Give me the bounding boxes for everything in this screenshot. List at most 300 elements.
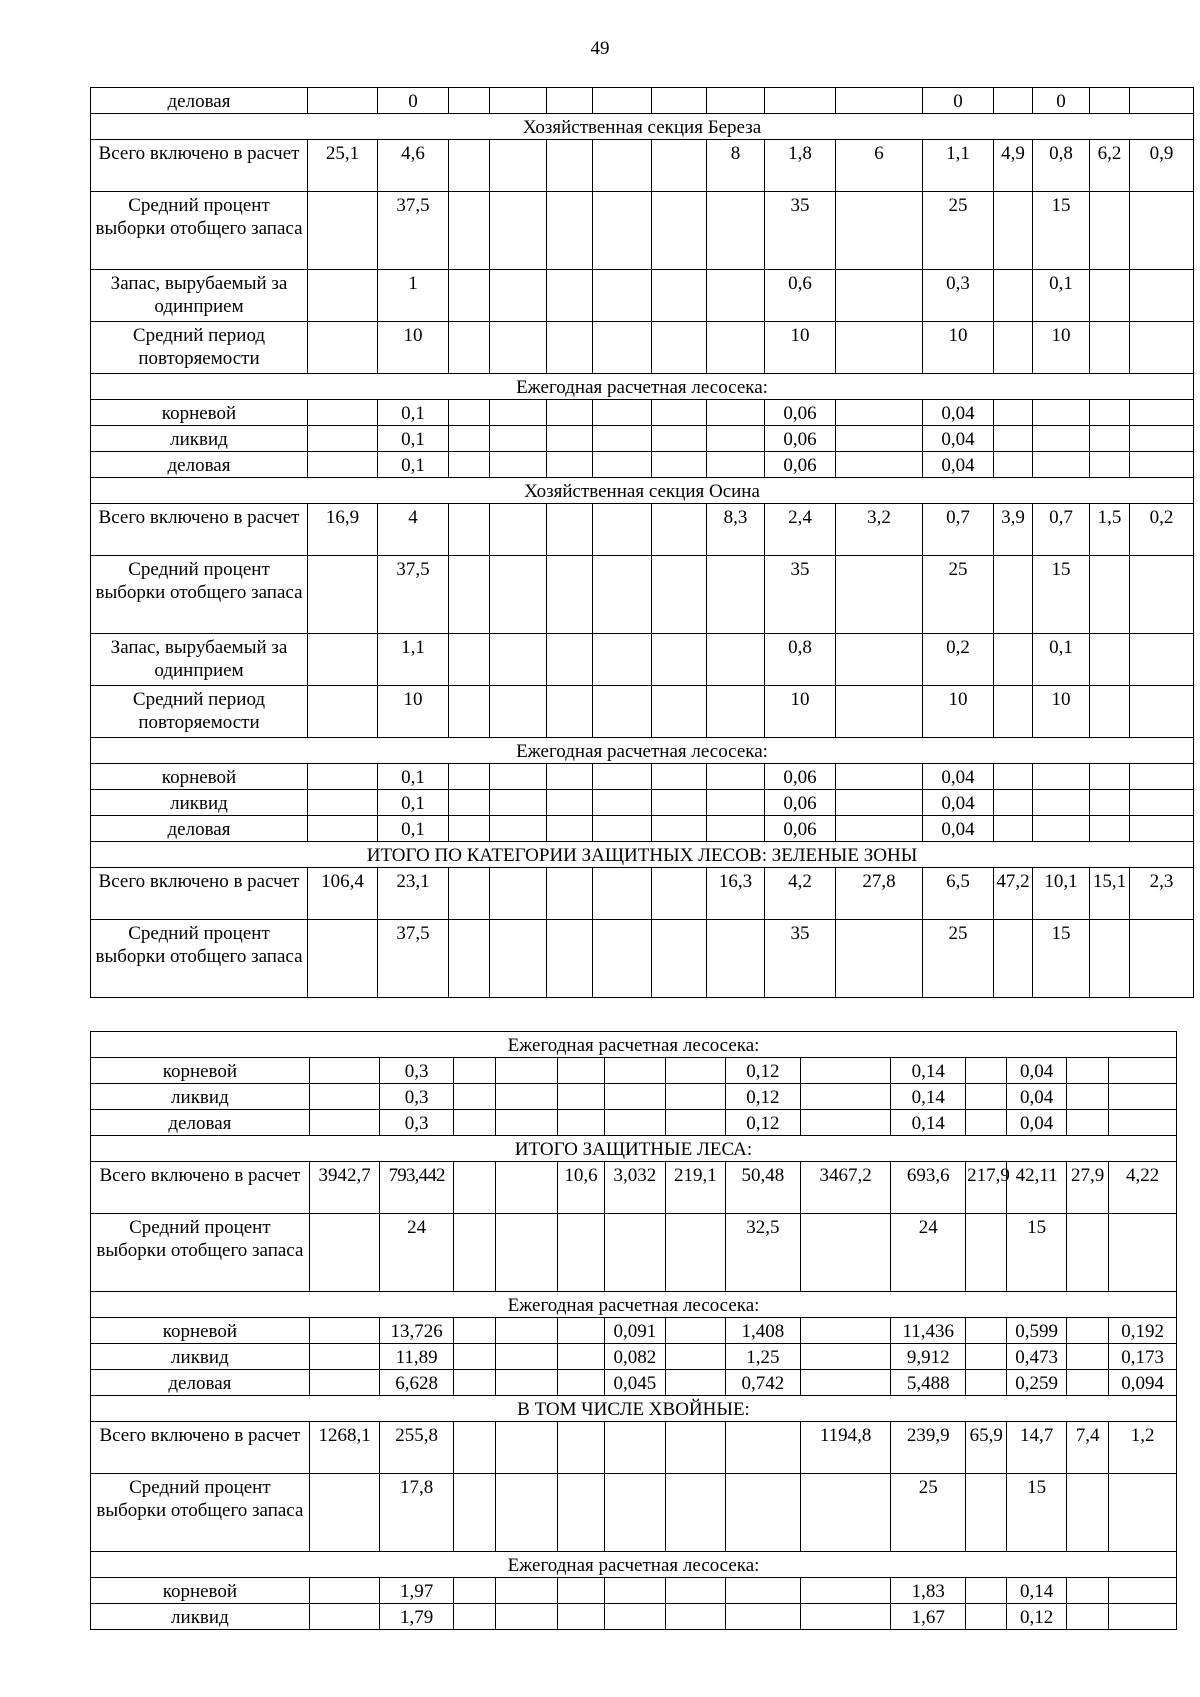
table-cell: 50,48 (726, 1162, 801, 1214)
table-cell: 0,12 (726, 1058, 801, 1084)
table-cell (652, 504, 707, 556)
table-cell: 0,1 (1033, 634, 1090, 686)
row-label: Средний процент выборки отобщего запаса (91, 1214, 310, 1292)
section-heading: ИТОГО ЗАЩИТНЫЕ ЛЕСА: (91, 1136, 1177, 1162)
section-heading: ИТОГО ПО КАТЕГОРИИ ЗАЩИТНЫХ ЛЕСОВ: ЗЕЛЕНЫЕ ЗОНЫ (91, 842, 1194, 868)
table-cell (707, 270, 765, 322)
row-label: Средний период повторяемости (91, 322, 308, 374)
table-cell (547, 322, 593, 374)
table-cell: 0,14 (891, 1058, 966, 1084)
table-cell (490, 556, 547, 634)
table-cell: 0,1 (378, 452, 449, 478)
table-cell: 255,8 (380, 1422, 454, 1474)
table-row (91, 140, 1194, 192)
table-cell (726, 1474, 801, 1552)
table-cell (496, 1214, 558, 1292)
table-cell (490, 816, 547, 842)
table-cell (994, 400, 1033, 426)
table-cell (800, 1344, 891, 1370)
table-cell (593, 790, 652, 816)
table-cell: 4 (378, 504, 449, 556)
table-cell (707, 322, 765, 374)
table-cell: 27,8 (836, 868, 923, 920)
table-cell (449, 504, 490, 556)
table-cell: 0,599 (1007, 1318, 1066, 1344)
section-heading: Ежегодная расчетная лесосека: (91, 738, 1194, 764)
table-cell: 4,9 (994, 140, 1033, 192)
table-cell: 15 (1033, 920, 1090, 998)
table-cell (557, 1474, 604, 1552)
table-cell (707, 920, 765, 998)
table-cell: 35 (765, 192, 836, 270)
table-cell: 0,04 (923, 426, 994, 452)
table-cell (309, 1578, 380, 1604)
table-cell (1066, 1578, 1108, 1604)
table-cell (496, 1162, 558, 1214)
table-cell (557, 1604, 604, 1630)
table-cell: 0,06 (765, 400, 836, 426)
table-cell: 15 (1007, 1474, 1066, 1552)
table-cell (490, 868, 547, 920)
table-cell (547, 764, 593, 790)
table-cell (800, 1058, 891, 1084)
table-cell (449, 192, 490, 270)
table-cell (547, 686, 593, 738)
table-cell (836, 426, 923, 452)
table-row (91, 634, 1194, 686)
table-cell: 0,192 (1109, 1318, 1177, 1344)
table-cell (557, 1578, 604, 1604)
table-cell: 0,06 (765, 452, 836, 478)
table-cell: 1,79 (380, 1604, 454, 1630)
table-cell (605, 1578, 665, 1604)
table-cell (1130, 322, 1194, 374)
table-cell (593, 816, 652, 842)
table-cell (496, 1318, 558, 1344)
row-label: Средний период повторяемости (91, 686, 308, 738)
table-cell (490, 192, 547, 270)
table-cell: 37,5 (378, 556, 449, 634)
table-cell (994, 634, 1033, 686)
table-row (91, 686, 1194, 738)
table-cell: 1,1 (378, 634, 449, 686)
section-heading: Ежегодная расчетная лесосека: (91, 1552, 1177, 1578)
table-cell (593, 920, 652, 998)
table-cell (1033, 452, 1090, 478)
table-cell: 0,3 (380, 1110, 454, 1136)
table-row (91, 192, 1194, 270)
table-row (91, 556, 1194, 634)
table-cell (1066, 1474, 1108, 1552)
table-cell (994, 192, 1033, 270)
table-cell (836, 88, 923, 114)
section-row (91, 1032, 1177, 1058)
allowable-cut-table-upper (90, 87, 1194, 998)
table-cell: 8 (707, 140, 765, 192)
table-cell (449, 868, 490, 920)
table-cell (605, 1422, 665, 1474)
table-cell (966, 1110, 1007, 1136)
row-label: корневой (91, 1318, 310, 1344)
table-cell (1109, 1110, 1177, 1136)
table-cell (1130, 426, 1194, 452)
table-cell (1033, 764, 1090, 790)
table-cell (800, 1474, 891, 1552)
table-cell (605, 1214, 665, 1292)
table-cell (652, 634, 707, 686)
table-cell: 0,14 (891, 1110, 966, 1136)
table-cell (1090, 816, 1130, 842)
table-cell (1130, 920, 1194, 998)
table-cell (547, 140, 593, 192)
table-cell (309, 1214, 380, 1292)
table-cell (665, 1344, 725, 1370)
table-cell (490, 920, 547, 998)
table-cell (605, 1084, 665, 1110)
table-cell (800, 1110, 891, 1136)
table-cell (490, 686, 547, 738)
table-cell (800, 1214, 891, 1292)
table-cell (1090, 426, 1130, 452)
table-cell (1090, 556, 1130, 634)
table-row (91, 1604, 1177, 1630)
table-cell: 5,488 (891, 1370, 966, 1396)
table-cell (1109, 1578, 1177, 1604)
table-cell (453, 1422, 495, 1474)
table-cell (547, 920, 593, 998)
table-cell (547, 504, 593, 556)
table-cell (1066, 1058, 1108, 1084)
table-cell (836, 686, 923, 738)
table-cell: 693,6 (891, 1162, 966, 1214)
row-label: ликвид (91, 426, 308, 452)
table-cell (994, 322, 1033, 374)
table-cell: 13,726 (380, 1318, 454, 1344)
table-cell (496, 1344, 558, 1370)
table-cell (1090, 400, 1130, 426)
table-cell: 0,12 (726, 1110, 801, 1136)
table-cell (800, 1370, 891, 1396)
table-cell (490, 426, 547, 452)
table-cell: 0 (378, 88, 449, 114)
table-cell (1109, 1058, 1177, 1084)
table-cell (547, 816, 593, 842)
table-cell (1090, 452, 1130, 478)
table-row (91, 270, 1194, 322)
table-cell (453, 1370, 495, 1396)
table-cell (547, 400, 593, 426)
allowable-cut-table-lower (90, 1031, 1177, 1630)
table-cell (453, 1058, 495, 1084)
table-cell (665, 1370, 725, 1396)
table-cell (490, 88, 547, 114)
table-cell (490, 400, 547, 426)
table-cell (593, 88, 652, 114)
table-cell (490, 790, 547, 816)
table-cell (994, 790, 1033, 816)
table-cell (1130, 816, 1194, 842)
table-cell: 15 (1033, 556, 1090, 634)
table-cell (665, 1474, 725, 1552)
section-heading: Ежегодная расчетная лесосека: (91, 1032, 1177, 1058)
table-cell (1066, 1370, 1108, 1396)
table-cell (800, 1318, 891, 1344)
table-cell: 0,082 (605, 1344, 665, 1370)
table-cell: 14,7 (1007, 1422, 1066, 1474)
section-row (91, 738, 1194, 764)
row-label: Средний процент выборки отобщего запаса (91, 920, 308, 998)
table-cell (707, 816, 765, 842)
table-cell: 1,408 (726, 1318, 801, 1344)
table-cell (547, 634, 593, 686)
table-cell: 0,06 (765, 764, 836, 790)
section-heading: В ТОМ ЧИСЛЕ ХВОЙНЫЕ: (91, 1396, 1177, 1422)
table-cell (707, 686, 765, 738)
table-cell (1109, 1214, 1177, 1292)
row-label: деловая (91, 452, 308, 478)
table-row (91, 400, 1194, 426)
table-cell (652, 322, 707, 374)
table-cell: 0,06 (765, 790, 836, 816)
table-cell (1033, 426, 1090, 452)
table-cell (836, 634, 923, 686)
table-cell (547, 790, 593, 816)
table-row (91, 1578, 1177, 1604)
table-cell (836, 816, 923, 842)
table-cell: 25 (923, 920, 994, 998)
table-cell (496, 1604, 558, 1630)
table-cell (605, 1110, 665, 1136)
section-row (91, 1292, 1177, 1318)
table-cell: 35 (765, 556, 836, 634)
table-cell: 3,2 (836, 504, 923, 556)
table-cell (652, 556, 707, 634)
table-cell (966, 1058, 1007, 1084)
table-cell (836, 192, 923, 270)
table-cell: 1,25 (726, 1344, 801, 1370)
row-label: Средний процент выборки отобщего запаса (91, 1474, 310, 1552)
table-cell (593, 504, 652, 556)
table-cell: 7,4 (1066, 1422, 1108, 1474)
table-cell (593, 686, 652, 738)
table-cell (453, 1344, 495, 1370)
table-cell: 0,091 (605, 1318, 665, 1344)
table-row (91, 426, 1194, 452)
table-cell: 1,8 (765, 140, 836, 192)
table-cell (836, 920, 923, 998)
table-cell (1033, 816, 1090, 842)
table-cell: 0,04 (1007, 1084, 1066, 1110)
table-cell (652, 88, 707, 114)
table-cell: 37,5 (378, 192, 449, 270)
table-cell (453, 1214, 495, 1292)
table-cell (557, 1344, 604, 1370)
table-cell (707, 192, 765, 270)
table-cell (557, 1110, 604, 1136)
table-cell: 0,04 (1007, 1110, 1066, 1136)
table-cell: 3942,7 (309, 1162, 380, 1214)
table-cell: 3,032 (605, 1162, 665, 1214)
table-cell: 6,2 (1090, 140, 1130, 192)
table-cell (449, 452, 490, 478)
table-cell (665, 1318, 725, 1344)
table-cell: 65,9 (966, 1422, 1007, 1474)
table-cell (449, 322, 490, 374)
table-cell (707, 790, 765, 816)
section-row (91, 1136, 1177, 1162)
table-cell (449, 920, 490, 998)
table-cell: 0,3 (380, 1084, 454, 1110)
table-cell (605, 1058, 665, 1084)
table-row (91, 1370, 1177, 1396)
table-cell: 24 (380, 1214, 454, 1292)
table-cell (547, 192, 593, 270)
table-cell (449, 764, 490, 790)
table-cell: 0,473 (1007, 1344, 1066, 1370)
table-cell: 0,173 (1109, 1344, 1177, 1370)
table-cell (547, 426, 593, 452)
table-cell (994, 686, 1033, 738)
table-cell: 42,11 (1007, 1162, 1066, 1214)
table-cell (966, 1474, 1007, 1552)
table-cell (449, 816, 490, 842)
table-cell (1109, 1084, 1177, 1110)
table-cell (557, 1422, 604, 1474)
table-cell (1090, 764, 1130, 790)
table-row (91, 816, 1194, 842)
table-cell: 793,442 (380, 1162, 454, 1214)
table-cell (309, 1318, 380, 1344)
table-cell (309, 1058, 380, 1084)
table-cell: 10 (1033, 322, 1090, 374)
table-cell (1090, 270, 1130, 322)
table-cell (557, 1058, 604, 1084)
table-cell: 47,2 (994, 868, 1033, 920)
table-cell (652, 686, 707, 738)
table-cell (966, 1578, 1007, 1604)
table-cell: 0,04 (1007, 1058, 1066, 1084)
row-label: деловая (91, 1370, 310, 1396)
table-cell (665, 1604, 725, 1630)
table-cell (707, 426, 765, 452)
table-cell: 0,7 (1033, 504, 1090, 556)
table-cell: 0,1 (378, 400, 449, 426)
table-cell: 11,436 (891, 1318, 966, 1344)
table-cell (1090, 322, 1130, 374)
table-cell: 15 (1033, 192, 1090, 270)
table-cell (308, 88, 378, 114)
section-heading: Ежегодная расчетная лесосека: (91, 374, 1194, 400)
table-cell: 25 (891, 1474, 966, 1552)
table-cell: 10 (923, 322, 994, 374)
table-cell (836, 270, 923, 322)
table-cell (994, 920, 1033, 998)
table-cell (652, 192, 707, 270)
table-cell: 8,3 (707, 504, 765, 556)
table-cell: 0,3 (923, 270, 994, 322)
table-cell (966, 1318, 1007, 1344)
section-row (91, 374, 1194, 400)
table-cell (557, 1370, 604, 1396)
table-cell (707, 556, 765, 634)
table-row (91, 1084, 1177, 1110)
section-row (91, 478, 1194, 504)
table-cell (547, 868, 593, 920)
table-cell (665, 1084, 725, 1110)
table-cell: 0,259 (1007, 1370, 1066, 1396)
table-cell (652, 868, 707, 920)
table-cell (1066, 1084, 1108, 1110)
table-cell: 6,5 (923, 868, 994, 920)
table-cell: 10 (765, 686, 836, 738)
table-cell: 16,3 (707, 868, 765, 920)
table-cell (994, 452, 1033, 478)
table-cell (836, 790, 923, 816)
table-cell (605, 1474, 665, 1552)
table-cell: 0,04 (923, 764, 994, 790)
table-cell: 2,3 (1130, 868, 1194, 920)
table-cell (557, 1318, 604, 1344)
table-cell: 1,67 (891, 1604, 966, 1630)
table-cell (449, 270, 490, 322)
table-cell (1130, 452, 1194, 478)
table-cell (836, 322, 923, 374)
table-cell (308, 452, 378, 478)
table-cell (453, 1084, 495, 1110)
table-cell (1090, 88, 1130, 114)
table-cell: 10 (765, 322, 836, 374)
table-cell: 0,7 (923, 504, 994, 556)
table-cell (836, 764, 923, 790)
table-cell (496, 1422, 558, 1474)
table-cell (308, 322, 378, 374)
table-cell (836, 400, 923, 426)
table-cell (1066, 1318, 1108, 1344)
table-cell (994, 816, 1033, 842)
table-cell (707, 634, 765, 686)
table-cell (652, 400, 707, 426)
table-cell: 4,22 (1109, 1162, 1177, 1214)
table-cell (1066, 1214, 1108, 1292)
table-cell (707, 400, 765, 426)
table-cell: 4,6 (378, 140, 449, 192)
table-cell (1130, 270, 1194, 322)
table-cell: 0,04 (923, 816, 994, 842)
table-row (91, 920, 1194, 998)
table-cell (652, 426, 707, 452)
table-cell (547, 270, 593, 322)
table-cell (453, 1110, 495, 1136)
table-cell (490, 634, 547, 686)
section-row (91, 1552, 1177, 1578)
table-cell (836, 452, 923, 478)
section-row (91, 842, 1194, 868)
table-cell (1130, 556, 1194, 634)
row-label: Средний процент выборки отобщего запаса (91, 192, 308, 270)
table-cell (308, 400, 378, 426)
row-label: ликвид (91, 1084, 310, 1110)
page-number: 49 (590, 38, 610, 59)
table-cell (665, 1058, 725, 1084)
table-cell: 239,9 (891, 1422, 966, 1474)
table-cell (966, 1214, 1007, 1292)
table-cell (1130, 686, 1194, 738)
section-heading: Хозяйственная секция Осина (91, 478, 1194, 504)
table-cell (966, 1084, 1007, 1110)
row-label: ликвид (91, 1344, 310, 1370)
table-cell (836, 556, 923, 634)
table-cell (453, 1162, 495, 1214)
